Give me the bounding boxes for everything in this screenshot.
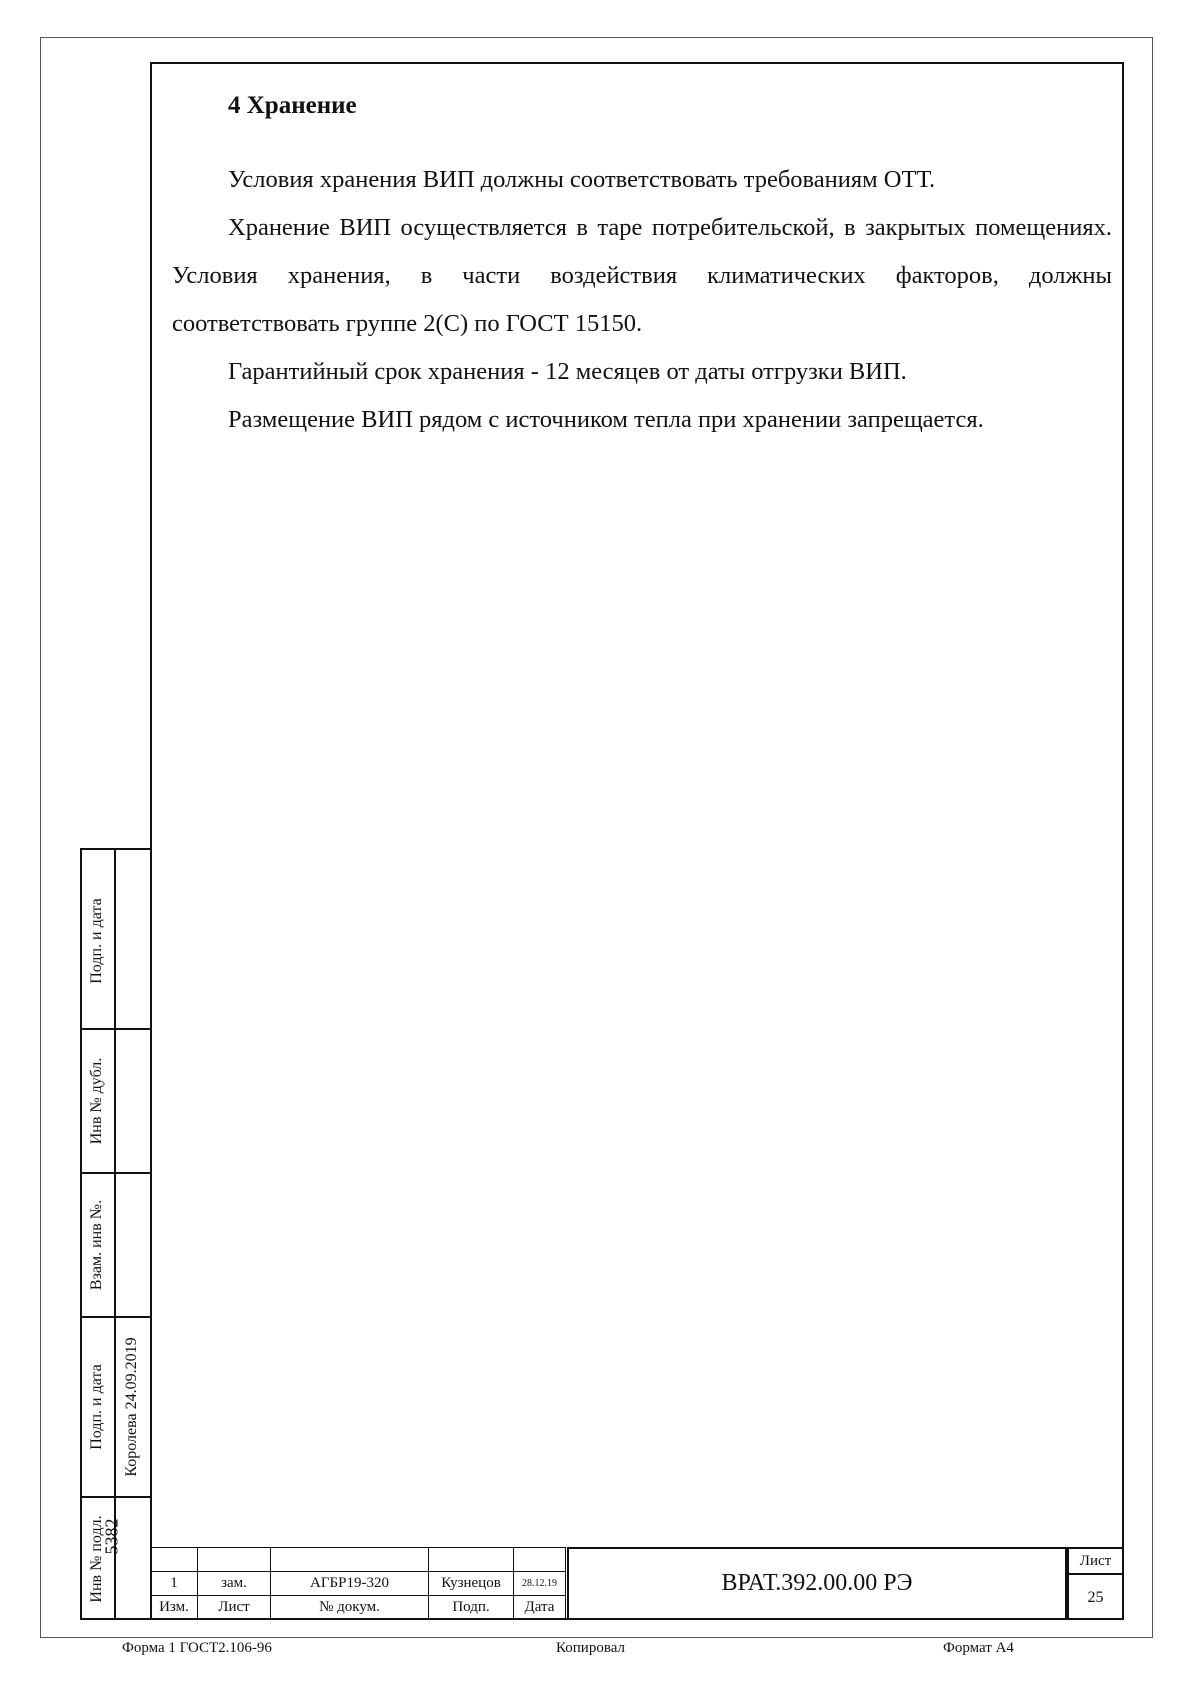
sheet-number: 25: [1087, 1589, 1104, 1606]
section-heading: 4 Хранение: [228, 92, 357, 119]
change-list: зам.: [198, 1572, 271, 1596]
side-label-podp-data-2: Подп. и дата: [88, 1364, 105, 1450]
side-inv-number: 5382: [101, 1518, 122, 1555]
paragraph: Условия хранения ВИП должны соответствовать требованиям ОТТ.: [228, 166, 936, 193]
paragraph: Гарантийный срок хранения - 12 месяцев от даты отгрузки ВИП.: [228, 358, 907, 385]
side-label-vzam-inv: Взам. инв №.: [88, 1199, 105, 1291]
paragraph: Размещение ВИП рядом с источником тепла при хранении запрещается.: [228, 406, 984, 433]
footer-copied: Копировал: [556, 1640, 625, 1656]
side-label-podp-data: Подп. и дата: [88, 898, 105, 984]
label-izm: Изм.: [151, 1596, 198, 1620]
side-stamp: [80, 848, 150, 1620]
side-signature-date: Королева 24.09.2019: [123, 1337, 140, 1477]
footer-form: Форма 1 ГОСТ2.106-96: [122, 1640, 272, 1656]
side-label-inv-dubl: Инв № дубл.: [88, 1057, 105, 1145]
title-block-table: [150, 1547, 566, 1620]
footer-format: Формат А4: [943, 1640, 1014, 1656]
change-izm: 1: [151, 1572, 198, 1596]
paragraph: Хранение ВИП осуществляется в таре потребительской, в закрытых помещениях. Условия хранения, в части воздействия климатических факторов, должны соответствовать группе 2(С) по ГОСТ 15150.: [172, 214, 1112, 337]
label-list: Лист: [198, 1596, 271, 1620]
change-date: 28.12.19: [514, 1572, 566, 1596]
sheet-box: [1067, 1547, 1124, 1620]
document-designation: ВРАТ.392.00.00 РЭ: [567, 1547, 1067, 1620]
side-label-inv-podl: Инв № подл.: [88, 1515, 105, 1603]
label-podp: Подп.: [429, 1596, 514, 1620]
document-body: [172, 88, 1112, 444]
change-doc: АГБР19-320: [271, 1572, 429, 1596]
label-date: Дата: [514, 1596, 566, 1620]
change-signer: Кузнецов: [429, 1572, 514, 1596]
label-doc: № докум.: [271, 1596, 429, 1620]
sheet-label: Лист: [1069, 1549, 1122, 1575]
